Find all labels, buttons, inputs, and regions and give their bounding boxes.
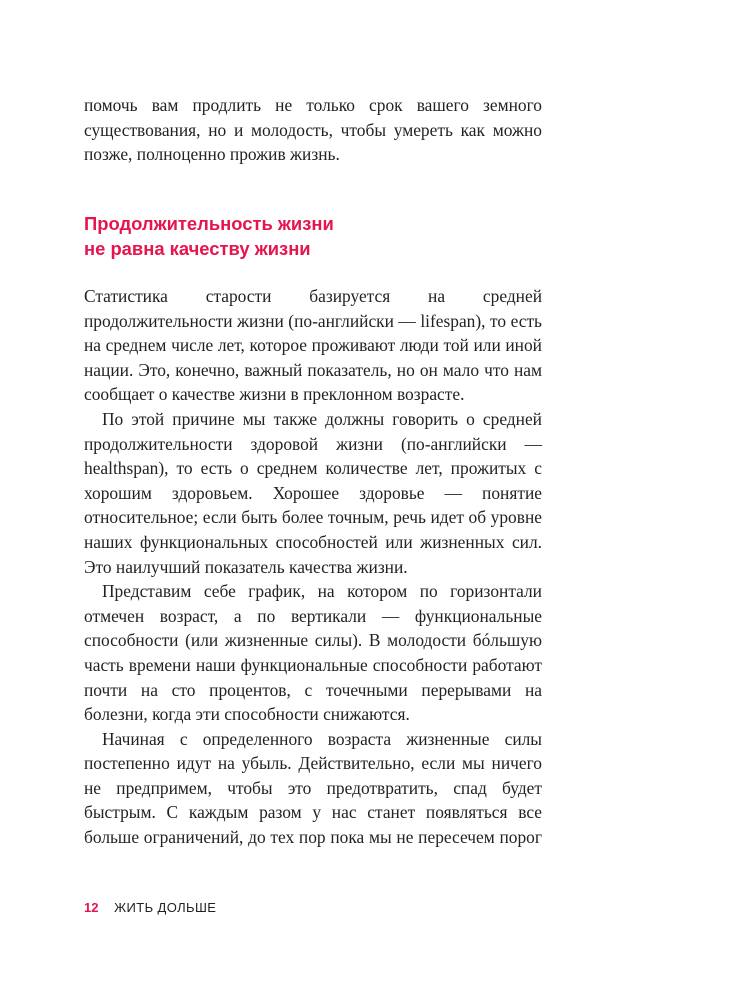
running-title: ЖИТЬ ДОЛЬШЕ [114,900,217,915]
paragraph-3: Представим себе график, на котором по горизонтали отмечен возраст, а по вертикали — функциональные способности (или жизненные силы). В молодости бóльшую часть времени наши функциональные способности работают почти на сто процентов, с точечными перерывами на болезни, когда эти способности снижаются. [84,581,542,725]
paragraph-1: Статистика старости базируется на средней продолжительности жизни (по-английски — lifespan), то есть на среднем числе лет, которое проживают люди той или иной нации. Это, конечно, важный показатель, но он мало что нам сообщает о качестве жизни в преклонном возрасте. [84,286,542,405]
main-text-block [84,284,542,850]
intro-text-block [84,93,542,167]
section-heading-line-1: Продолжительность жизни [84,213,334,234]
section-heading [84,212,554,261]
intro-paragraph: помочь вам продлить не только срок вашего земного существования, но и молодость, чтобы умереть как можно позже, полноценно прожив жизнь. [84,95,542,165]
page-number: 12 [84,900,99,915]
paragraph-4: Начиная с определенного возраста жизненные силы постепенно идут на убыль. Действительно, если мы ничего не предпримем, чтобы это предотвратить, спад будет быстрым. С каждым разом у нас станет появляться все больше ограничений, до тех пор пока мы не пересечем порог [84,728,542,848]
page-footer [84,900,216,916]
paragraph-2: По этой причине мы также должны говорить о средней продолжительности здоровой жизни (по-английски — healthspan), то есть о среднем количестве лет, прожитых с хорошим здоровьем. Хорошее здоровье — понятие относительное; если быть более точным, речь идет об уровне наших функциональных способностей или жизненных сил. Это наилучший показатель качества жизни. [84,408,542,577]
section-heading-line-2: не равна качеству жизни [84,237,311,259]
